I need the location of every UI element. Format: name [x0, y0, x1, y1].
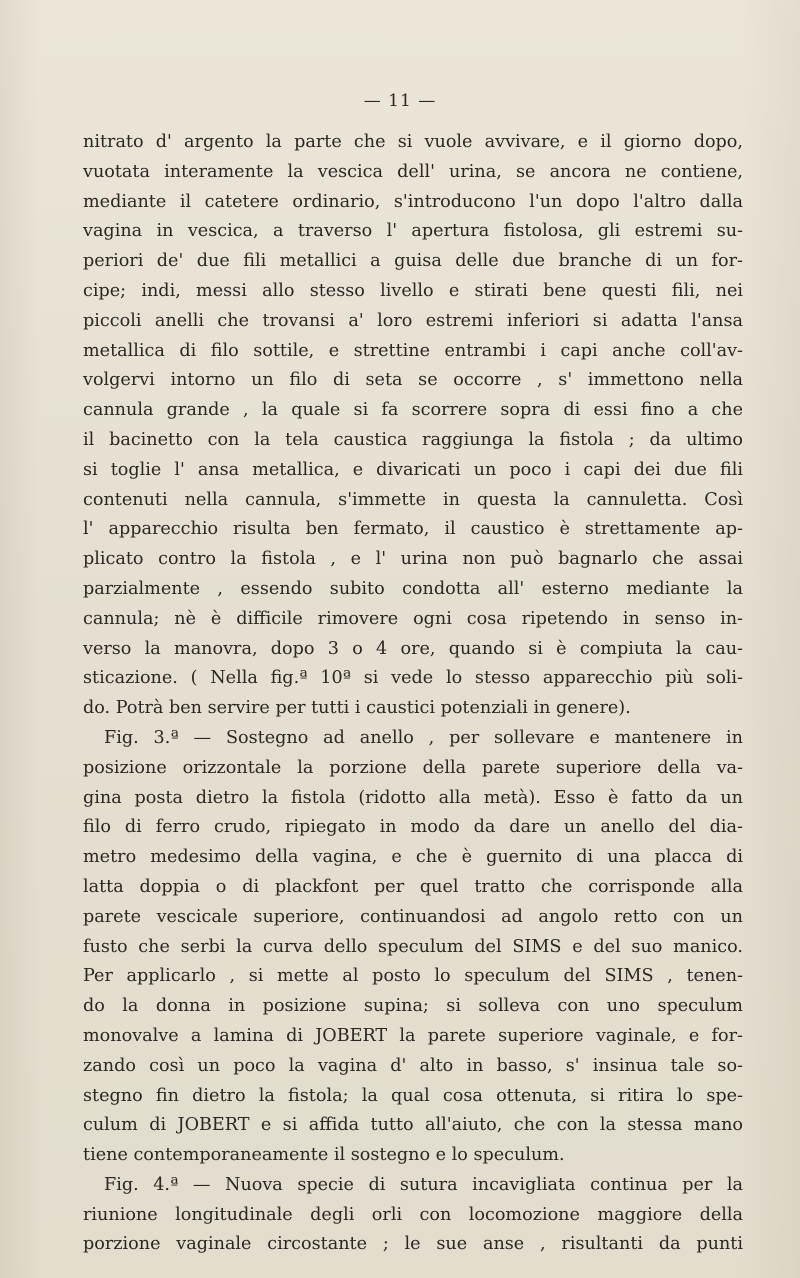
- text-line: do la donna in posizione supina; si solleva con uno speculum: [83, 996, 743, 1017]
- text-line: Fig. 4.ª — Nuova specie di sutura incavigliata continua per la: [104, 1174, 743, 1195]
- text-line: il bacinetto con la tela caustica raggiunga la fistola ; da ultimo: [83, 429, 743, 450]
- body-text: [83, 128, 743, 1260]
- text-line: fusto che serbi la curva dello speculum del SIMS e del suo manico.: [83, 936, 743, 957]
- text-line: mediante il catetere ordinario, s'introducono l'un dopo l'altro dalla: [83, 191, 743, 212]
- text-line: stegno fin dietro la fistola; la qual cosa ottenuta, si ritira lo spe-: [83, 1085, 743, 1106]
- text-line: Fig. 3.ª — Sostegno ad anello , per sollevare e mantenere in: [104, 727, 743, 748]
- text-line: monovalve a lamina di JOBERT la parete superiore vaginale, e for-: [83, 1025, 743, 1046]
- text-line: zando così un poco la vagina d' alto in basso, s' insinua tale so-: [83, 1055, 743, 1076]
- text-line: periori de' due fili metallici a guisa delle due branche di un for-: [83, 251, 743, 272]
- text-line: cannula; nè è difficile rimovere ogni cosa ripetendo in senso in-: [83, 608, 743, 629]
- text-line: filo di ferro crudo, ripiegato in modo da dare un anello del dia-: [83, 817, 743, 838]
- text-line: riunione longitudinale degli orli con locomozione maggiore della: [83, 1204, 743, 1225]
- text-line: piccoli anelli che trovansi a' loro estremi inferiori si adatta l'ansa: [83, 310, 743, 331]
- text-line: do. Potrà ben servire per tutti i caustici potenziali in genere).: [83, 698, 631, 719]
- text-line: plicato contro la fistola , e l' urina non può bagnarlo che assai: [83, 549, 743, 570]
- text-line: posizione orizzontale la porzione della parete superiore della va-: [83, 757, 743, 778]
- text-line: culum di JOBERT e si affida tutto all'aiuto, che con la stessa mano: [83, 1115, 743, 1136]
- text-line: contenuti nella cannula, s'immette in questa la cannuletta. Così: [83, 489, 743, 510]
- page-number-header: — 11 —: [363, 91, 437, 111]
- text-line: l' apparecchio risulta ben fermato, il caustico è strettamente ap-: [83, 519, 743, 540]
- text-line: vagina in vescica, a traverso l' apertura fistolosa, gli estremi su-: [83, 221, 743, 242]
- text-line: metro medesimo della vagina, e che è guernito di una placca di: [83, 847, 743, 868]
- text-line: metallica di filo sottile, e strettine entrambi i capi anche coll'av-: [83, 340, 743, 361]
- text-line: volgervi intorno un filo di seta se occorre , s' immettono nella: [83, 370, 743, 391]
- text-line: si toglie l' ansa metallica, e divaricati un poco i capi dei due fili: [83, 459, 743, 480]
- text-line: tiene contemporaneamente il sostegno e lo speculum.: [83, 1145, 565, 1166]
- text-line: nitrato d' argento la parte che si vuole avvivare, e il giorno dopo,: [83, 132, 743, 152]
- text-line: Per applicarlo , si mette al posto lo speculum del SIMS , tenen-: [83, 966, 743, 987]
- text-line: vuotata interamente la vescica dell' urina, se ancora ne contiene,: [83, 161, 743, 182]
- text-line: cannula grande , la quale si fa scorrere sopra di essi fino a che: [83, 400, 743, 421]
- text-line: parzialmente , essendo subito condotta all' esterno mediante la: [83, 578, 743, 599]
- text-line: latta doppia o di plackfont per quel tratto che corrisponde alla: [83, 876, 743, 897]
- text-line: verso la manovra, dopo 3 o 4 ore, quando si è compiuta la cau-: [83, 638, 743, 659]
- text-line: cipe; indi, messi allo stesso livello e stirati bene questi fili, nei: [83, 280, 743, 301]
- text-line: gina posta dietro la fistola (ridotto alla metà). Esso è fatto da un: [83, 787, 743, 808]
- text-line: porzione vaginale circostante ; le sue anse , risultanti da punti: [83, 1234, 743, 1255]
- text-line: parete vescicale superiore, continuandosi ad angolo retto con un: [83, 906, 743, 927]
- text-line: sticazione. ( Nella fig.ª 10ª si vede lo stesso apparecchio più soli-: [83, 668, 743, 689]
